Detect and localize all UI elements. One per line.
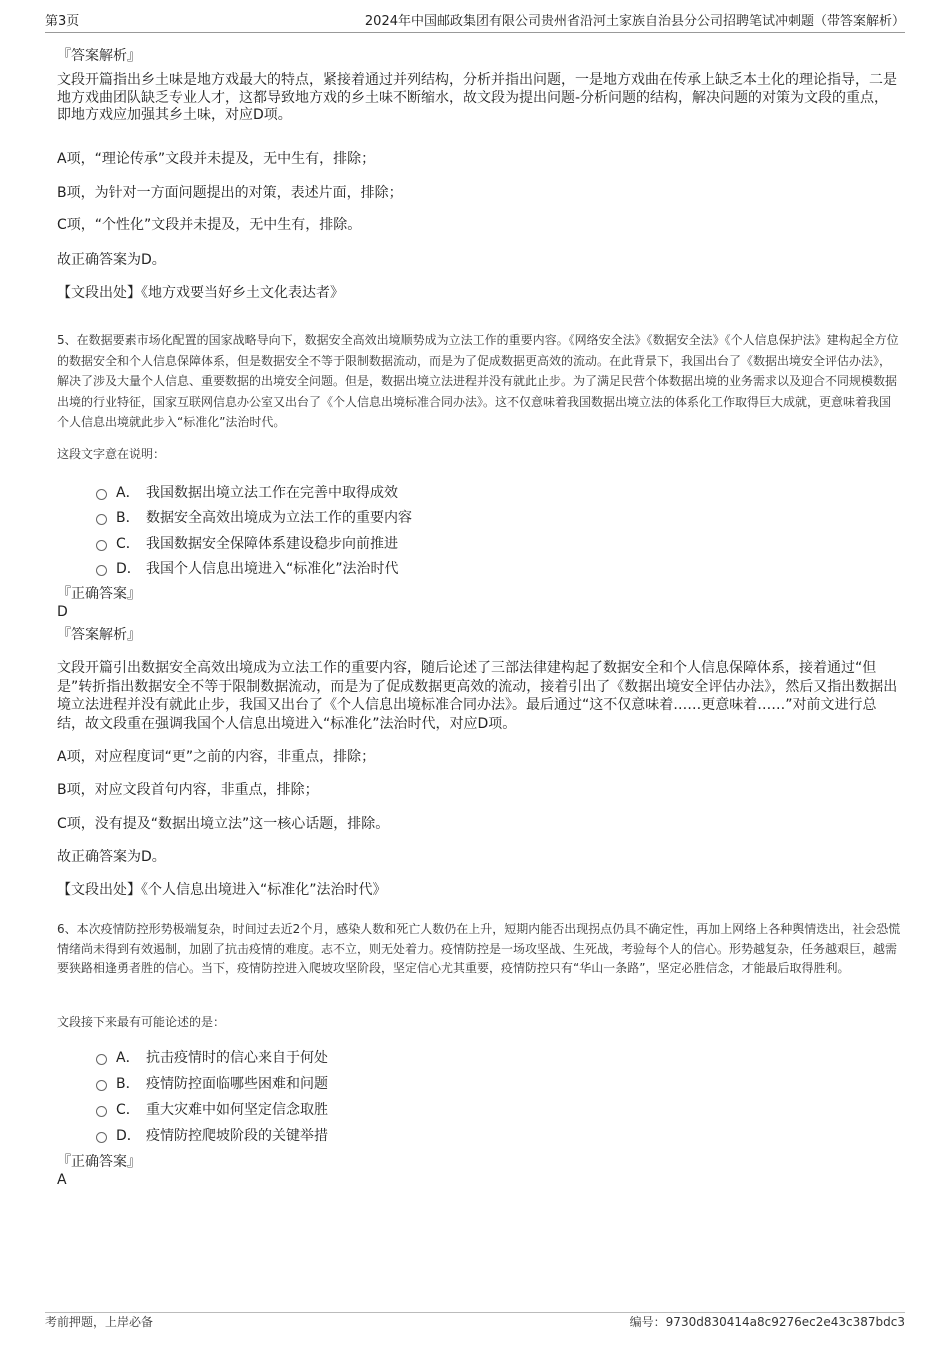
- page-number: 第3页: [45, 14, 80, 29]
- analysis-option-c: C项，没有提及“数据出境立法”这一核心话题，排除。: [57, 816, 390, 832]
- document-id: 编号：9730d830414a8c9276ec2e43c387bdc3: [629, 1315, 905, 1329]
- q5-option-b[interactable]: B． 数据安全高效出境成为立法工作的重要内容: [96, 507, 412, 527]
- analysis-option-b: B项，为针对一方面问题提出的对策，表述片面，排除；: [57, 185, 403, 201]
- q5-option-d[interactable]: D． 我国个人信息出境进入“标准化”法治时代: [96, 558, 399, 578]
- answer-value: A: [57, 1172, 67, 1188]
- answer-label: 『正确答案』: [57, 586, 141, 602]
- q5-option-a[interactable]: A． 我国数据出境立法工作在完善中取得成效: [96, 482, 398, 502]
- question-6-prompt: 文段接下来最有可能论述的是：: [57, 1015, 226, 1029]
- conclusion: 故正确答案为D。: [57, 849, 166, 865]
- radio-icon[interactable]: [96, 1106, 107, 1117]
- header-divider: [45, 32, 905, 33]
- q6-option-d[interactable]: D． 疫情防控爬坡阶段的关键举措: [96, 1125, 328, 1145]
- question-5-text: 5、在数据要素市场化配置的国家战略导向下，数据安全高效出境顺势成为立法工作的重要内容。《网络安全法》《数据安全法》《个人信息保护法》建构起全方位的数据安全和个人信息保障体系，但是数据安全不等于限制数据流动，而是为了促成数据更高效的流动。在此背景下，我国出台了《数据出境安全评估办法》，解决了涉及大量个人信息、重要数据的出境安全问题。但是，数据出境立法进程并没有就此止步。为了满足民营个体数据出境的业务需求以及迎合不同规模数据出境的行业特征，国家互联网信息办公室又出台了《个人信息出境标准合同办法》。这不仅意味着我国数据出境立法的体系化工作取得巨大成就，更意味着我国个人信息出境就此步入“标准化”法治时代。: [57, 333, 899, 429]
- analysis-label: 『答案解析』: [57, 48, 141, 64]
- analysis-option-a: A项，对应程度词“更”之前的内容，非重点，排除；: [57, 749, 376, 765]
- analysis-option-c: C项，“个性化”文段并未提及，无中生有，排除。: [57, 217, 362, 233]
- analysis-label: 『答案解析』: [57, 627, 141, 643]
- radio-icon[interactable]: [96, 565, 107, 576]
- radio-icon[interactable]: [96, 1054, 107, 1065]
- radio-icon[interactable]: [96, 514, 107, 525]
- q5-option-c[interactable]: C． 我国数据安全保障体系建设稳步向前推进: [96, 533, 398, 553]
- answer-value: D: [57, 604, 68, 620]
- analysis-option-b: B项，对应文段首句内容，非重点，排除；: [57, 782, 319, 798]
- radio-icon[interactable]: [96, 1132, 107, 1143]
- document-title: 2024年中国邮政集团有限公司贵州省沿河土家族自治县分公司招聘笔试冲刺题（带答案解析）: [364, 14, 905, 29]
- radio-icon[interactable]: [96, 489, 107, 500]
- q6-option-c[interactable]: C． 重大灾难中如何坚定信念取胜: [96, 1099, 328, 1119]
- source: 【文段出处】《个人信息出境进入“标准化”法治时代》: [57, 882, 387, 898]
- q6-option-a[interactable]: A． 抗击疫情时的信心来自于何处: [96, 1047, 328, 1067]
- analysis-text: 文段开篇引出数据安全高效出境成为立法工作的重要内容，随后论述了三部法律建构起了数据安全和个人信息保障体系，接着通过“但是”转折指出数据安全不等于限制数据流动，而是为了促成数据更高效的流动，接着引出了《数据出境安全评估办法》，然后又指出数据出境立法进程并没有就此止步，我国又出台了《个人信息出境标准合同办法》。最后通过“这不仅意味着……更意味着……”对前文进行总结，故文段重在强调我国个人信息出境进入“标准化”法治时代，对应D项。: [57, 660, 898, 733]
- analysis-option-a: A项，“理论传承”文段并未提及，无中生有，排除；: [57, 151, 376, 167]
- question-6-text: 6、本次疫情防控形势极端复杂，时间过去近2个月，感染人数和死亡人数仍在上升，短期内能否出现拐点仍具不确定性，再加上网络上各种舆情迭出，社会恐慌情绪尚未得到有效遏制，加剧了抗击疫情的难度。志不立，则无处着力。疫情防控是一场攻坚战、生死战，考验每个人的信心。形势越复杂，任务越艰巨，越需要狭路相逢勇者胜的信心。当下，疫情防控进入爬坡攻坚阶段，坚定信心尤其重要，疫情防控只有“华山一条路”，坚定必胜信念，才能最后取得胜利。: [57, 922, 901, 975]
- q6-option-b[interactable]: B． 疫情防控面临哪些困难和问题: [96, 1073, 328, 1093]
- question-5-prompt: 这段文字意在说明：: [57, 447, 166, 461]
- radio-icon[interactable]: [96, 540, 107, 551]
- conclusion: 故正确答案为D。: [57, 252, 166, 268]
- analysis-text: 文段开篇指出乡土味是地方戏最大的特点，紧接着通过并列结构，分析并指出问题，一是地方戏曲在传承上缺乏本土化的理论指导，二是地方戏曲团队缺乏专业人才，这都导致地方戏的乡土味不断缩水，故文段为提出问题-分析问题的结构，解决问题的对策为文段的重点，即地方戏应加强其乡土味，对应D项。: [57, 72, 897, 123]
- footer-slogan: 考前押题，上岸必备: [45, 1315, 154, 1329]
- source: 【文段出处】《地方戏要当好乡土文化表达者》: [57, 285, 344, 301]
- radio-icon[interactable]: [96, 1080, 107, 1091]
- answer-label: 『正确答案』: [57, 1154, 141, 1170]
